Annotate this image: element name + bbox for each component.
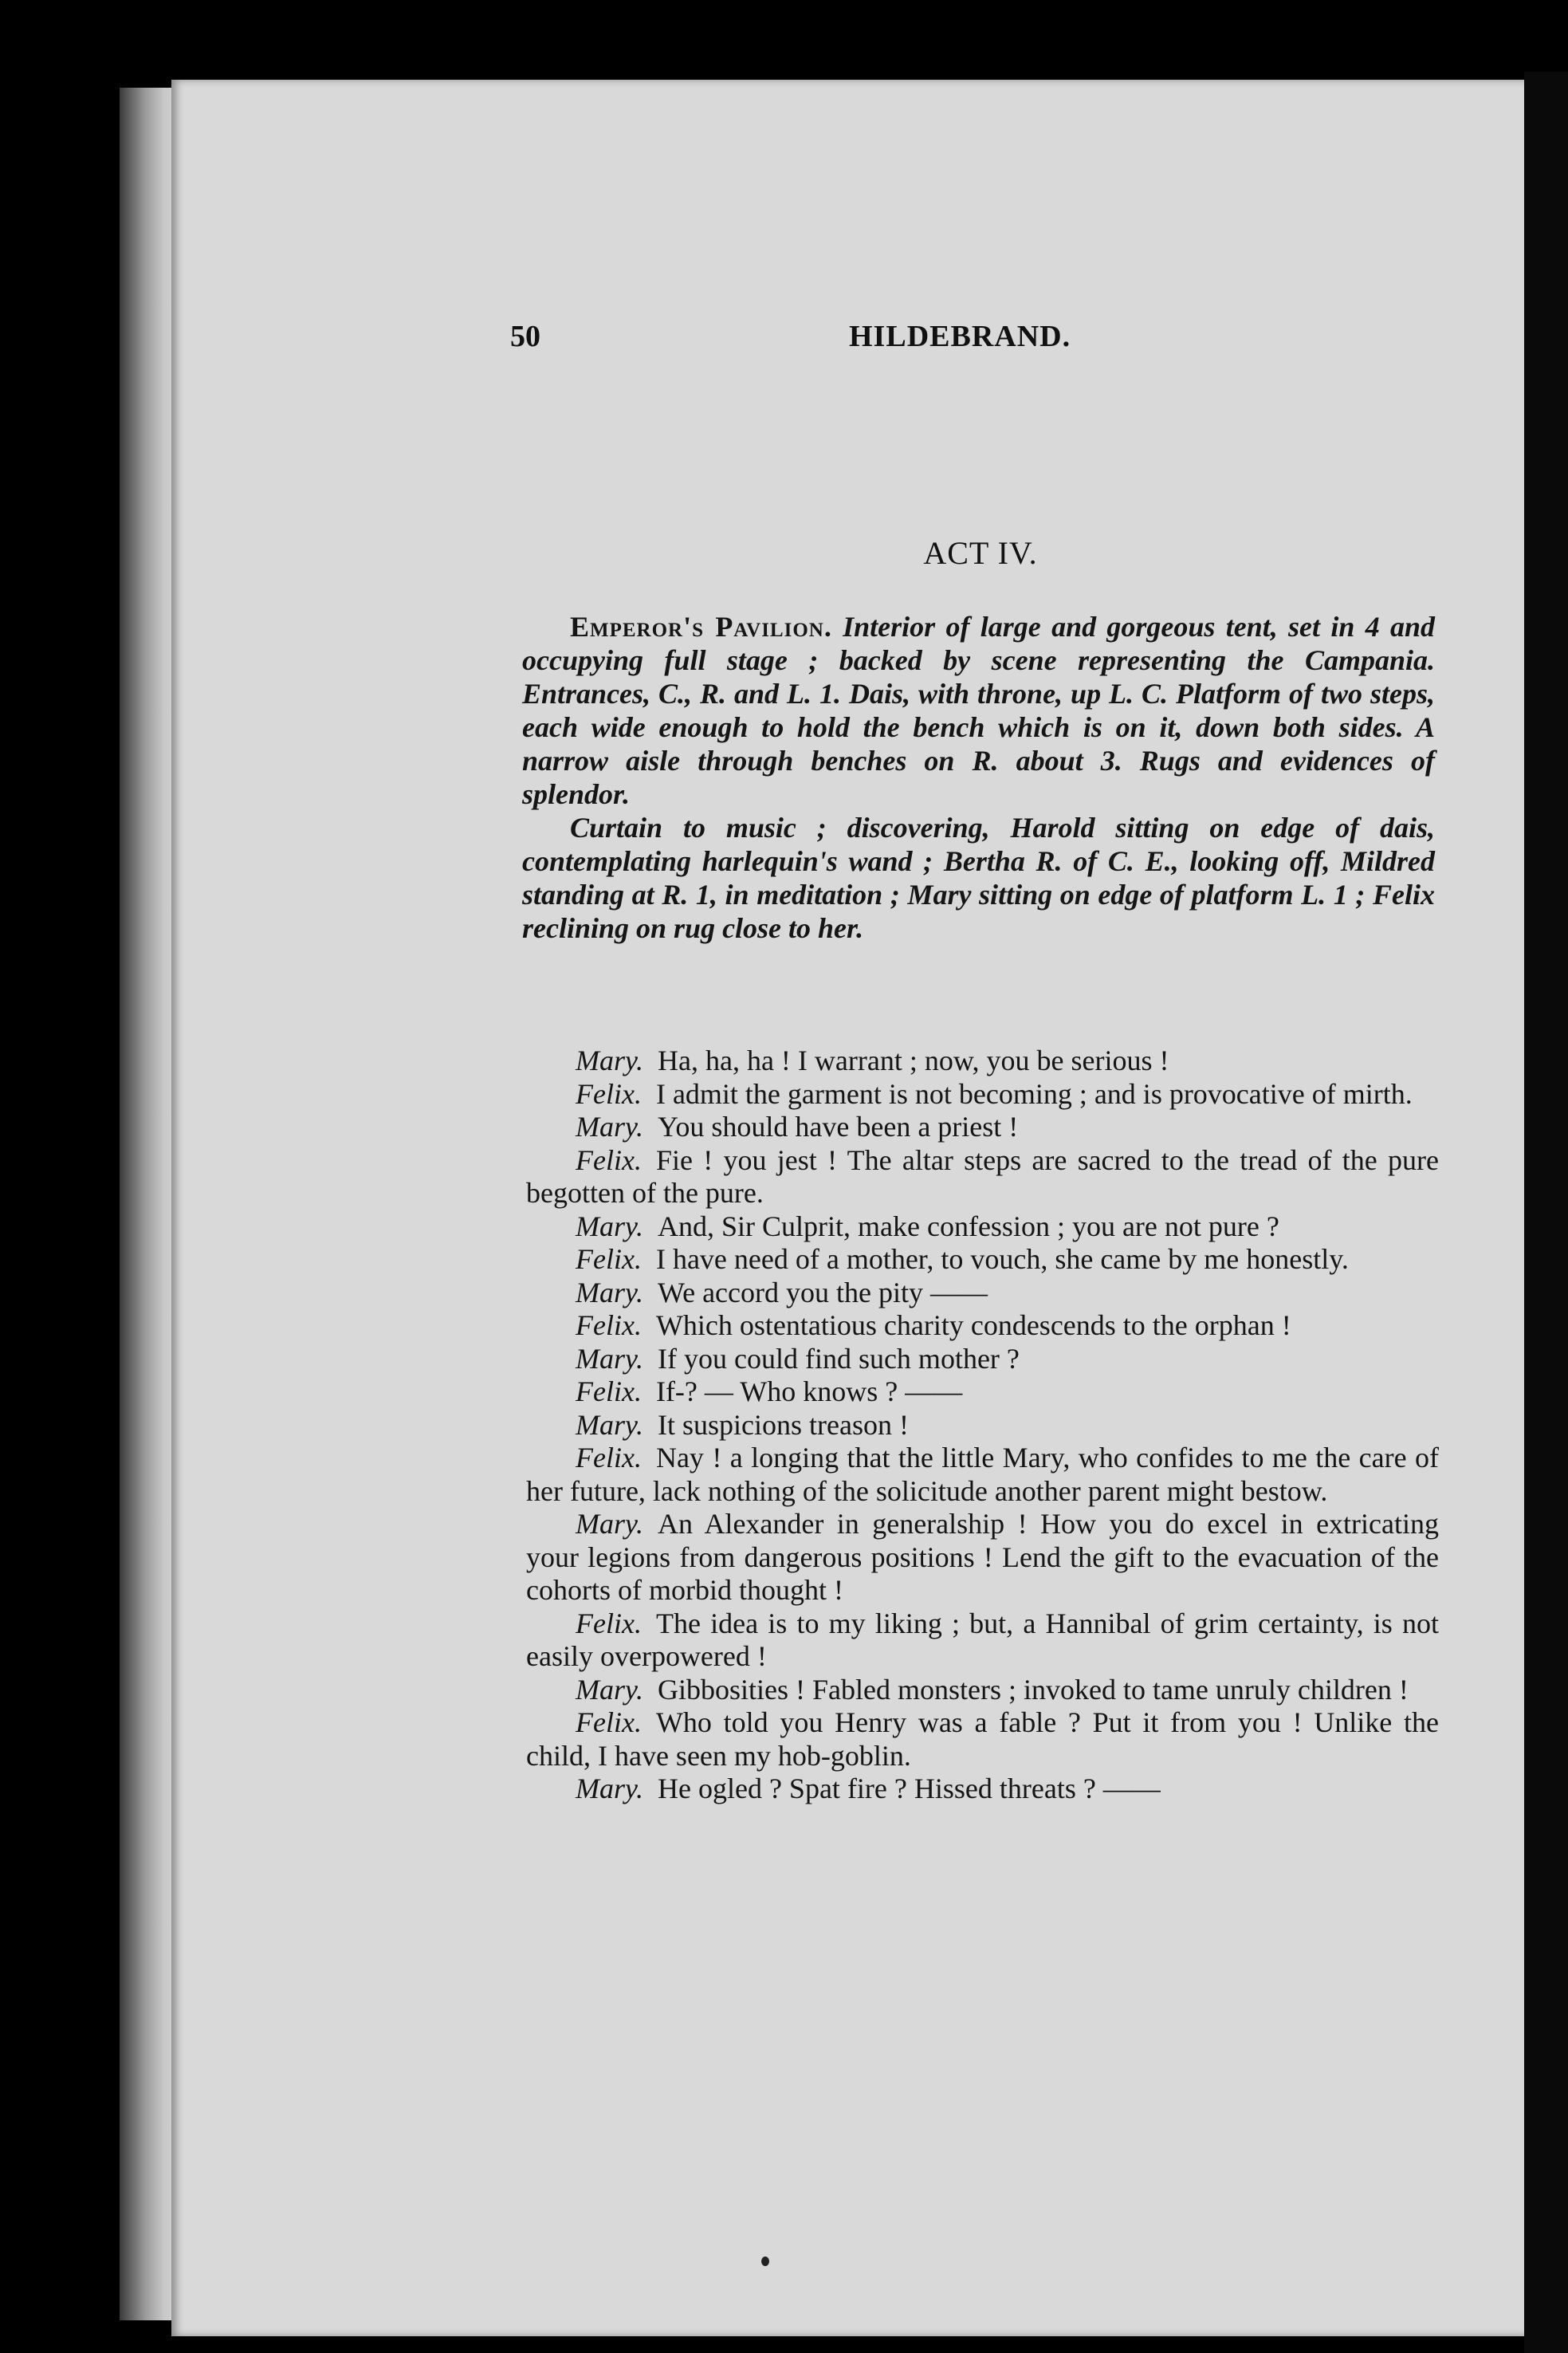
spoken-text: It suspicions treason ! [658,1408,909,1441]
dialogue-line [526,1243,1439,1277]
dialogue-line [526,1045,1439,1078]
stage-directions [522,610,1435,945]
speaker-name: Felix. [576,1243,642,1275]
spoken-text: And, Sir Culprit, make confession ; you are not pure ? [658,1210,1279,1242]
speaker-name: Mary. [576,1210,643,1242]
speaker-name: Felix. [576,1607,642,1639]
speaker-name: Mary. [576,1508,643,1540]
dialogue-line [526,1343,1439,1376]
dialogue-line [526,1409,1439,1442]
spoken-text: If-? — Who knows ? —— [655,1375,963,1407]
dialogue-line [526,1508,1439,1607]
act-title: ACT IV. [923,535,1038,571]
spoken-text: Who told you Henry was a fable ? Put it from you ! Unlike the child, I have seen my hob-goblin. [526,1706,1439,1772]
dialogue-line [526,1111,1439,1144]
book-title: HILDEBRAND. [849,320,1071,353]
spoken-text: He ogled ? Spat fire ? Hissed threats ? —— [658,1773,1161,1804]
dialogue-line [526,1442,1439,1508]
spoken-text: Which ostentatious charity condescends to the orphan ! [655,1309,1291,1341]
speaker-name: Mary. [576,1276,643,1308]
speaker-name: Mary. [576,1342,643,1375]
stage-direction-text: Curtain to music ; discovering, Harold sitting on edge of dais, contemplating harlequin's wand ; Bertha R. of C. E., looking off, Mildred standing at R. 1, in meditation ; Mary sitting on edge of platform L. 1 ; Felix reclining on rug close to her. [522,812,1435,944]
spoken-text: You should have been a priest ! [658,1111,1019,1143]
spoken-text: Fie ! you jest ! The altar steps are sacred to the tread of the pure begotten of the pure. [526,1143,1439,1209]
dialogue-line [526,1277,1439,1310]
speaker-name: Mary. [576,1045,643,1076]
spoken-text: Ha, ha, ha ! I warrant ; now, you be serious ! [658,1045,1169,1076]
dialogue-line [526,1078,1439,1112]
speaker-name: Felix. [576,1143,642,1176]
stage-direction-text: Interior of large and gorgeous tent, set in 4 and occupying full stage ; backed by scene representing the Campania. Entrances, C., R. and L. 1. Dais, with throne, up L. C. Platform of two steps, each wide enough to hold the bench which is on it, down both sides. A narrow aisle through benches on R. about 3. Rugs and evidences of splendor. [522,611,1436,810]
page-number: 50 [510,320,540,353]
running-head [510,319,1451,367]
spoken-text: If you could find such mother ? [658,1342,1020,1375]
dialogue-line [526,1375,1439,1409]
dialogue-line [526,1210,1439,1244]
stage-direction-setting [522,610,1435,811]
speaker-name: Mary. [576,1773,643,1804]
ink-speck [761,2257,769,2266]
speaker-name: Felix. [576,1706,642,1738]
speaker-name: Felix. [576,1309,642,1341]
spoken-text: I admit the garment is not becoming ; and is provocative of mirth. [655,1077,1413,1110]
spoken-text: Gibbosities ! Fabled monsters ; invoked to tame unruly children ! [658,1673,1409,1706]
dialogue-line [526,1773,1439,1806]
speaker-name: Felix. [576,1375,642,1407]
location-heading: Emperor's Pavilion. [570,611,832,643]
spoken-text: The idea is to my liking ; but, a Hannibal of grim certainty, is not easily overpowered ! [526,1607,1439,1672]
dialogue-line [526,1706,1439,1773]
stage-direction-opening [522,811,1435,945]
dialogue [526,1045,1439,1806]
speaker-name: Felix. [576,1442,642,1474]
right-shadow [1524,72,1568,2353]
speaker-name: Mary. [576,1111,643,1143]
spoken-text: I have need of a mother, to vouch, she came by me honestly. [655,1243,1349,1275]
dialogue-line [526,1674,1439,1707]
spoken-text: An Alexander in generalship ! How you do excel in extricating your legions from dangerous positions ! Lend the gift to the evacuation of the cohorts of morbid thought ! [526,1508,1439,1606]
spoken-text: We accord you the pity —— [658,1276,988,1308]
dialogue-line [526,1607,1439,1674]
dialogue-line [526,1309,1439,1343]
speaker-name: Mary. [576,1673,643,1706]
speaker-name: Mary. [576,1408,643,1441]
dialogue-line [526,1144,1439,1210]
spoken-text: Nay ! a longing that the little Mary, who confides to me the care of her future, lack nothing of the solicitude another parent might bestow. [526,1442,1439,1507]
speaker-name: Felix. [576,1077,642,1110]
